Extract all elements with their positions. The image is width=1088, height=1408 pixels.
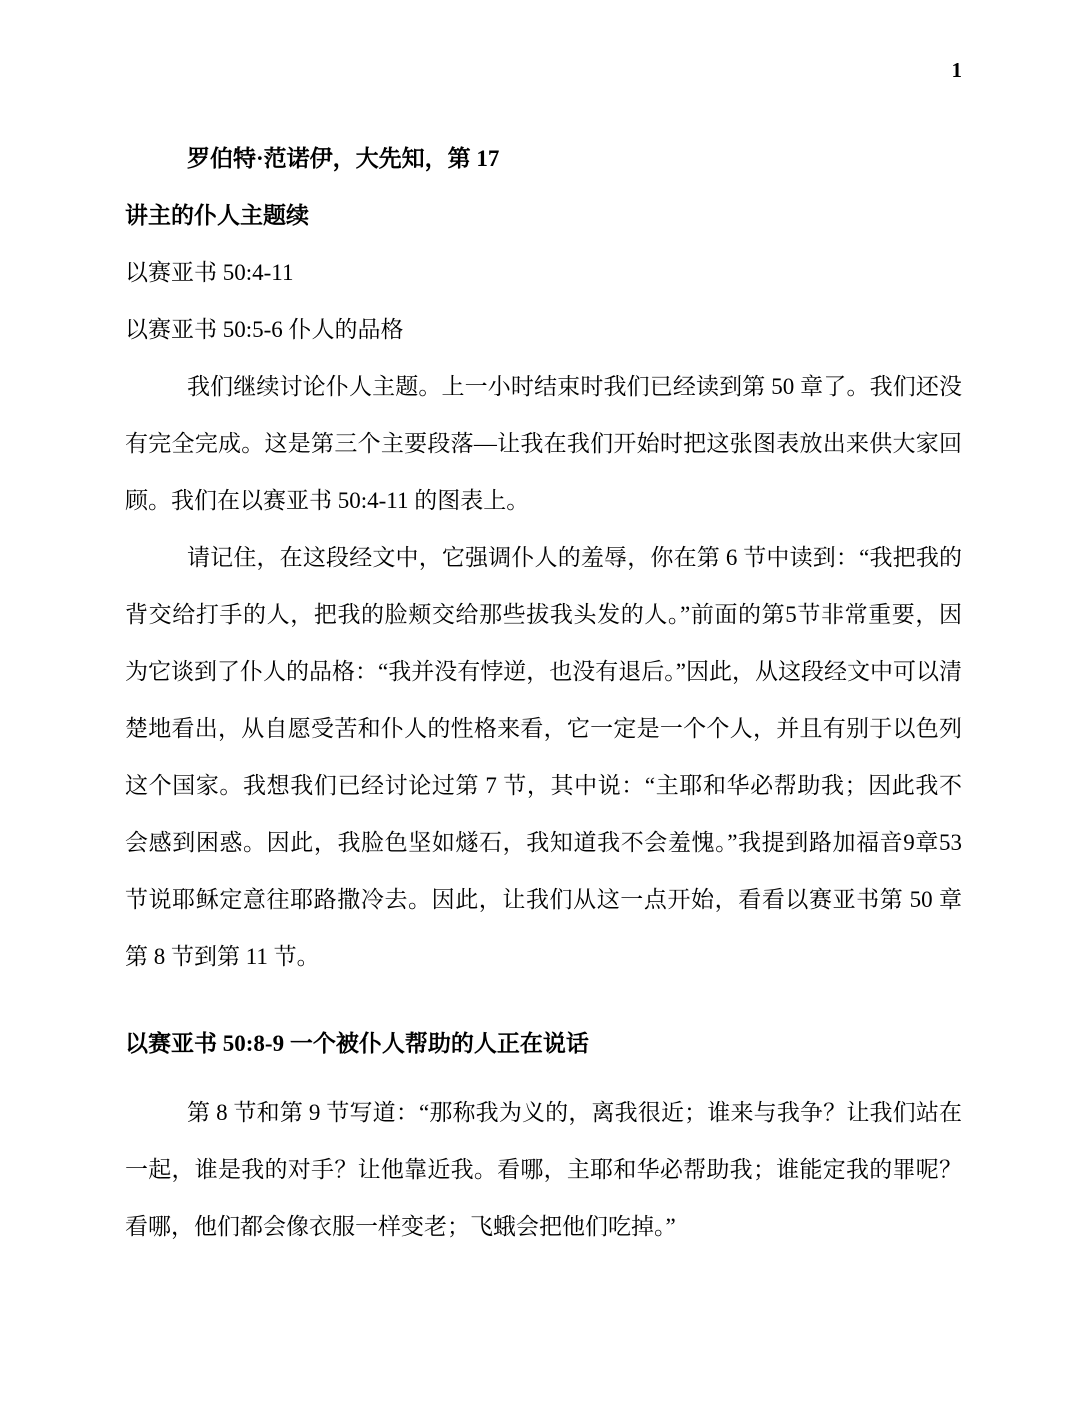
section-heading-2: 以赛亚书 50:8-9 一个被仆人帮助的人正在说话 (125, 1031, 589, 1056)
paragraph-1: 我们继续讨论仆人主题。上一小时结束时我们已经读到第 50 章了。我们还没有完全完成。这是第三个主要段落—让我在我们开始时把这张图表放出来供大家回顾。我们在以赛亚书 50:4-11 的图表上。 (125, 374, 962, 513)
document-subtitle: 讲主的仆人主题续 (125, 203, 309, 228)
section-heading-1: 以赛亚书 50:5-6 仆人的品格 (125, 317, 404, 342)
document-title: 罗伯特·范诺伊，大先知，第 17 (187, 146, 500, 171)
scripture-reference: 以赛亚书 50:4-11 (125, 260, 294, 285)
page-number: 1 (951, 58, 962, 82)
paragraph-3: 第 8 节和第 9 节写道：“那称我为义的，离我很近；谁来与我争？让我们站在一起，谁是我的对手？让他靠近我。看哪，主耶和华必帮助我；谁能定我的罪呢？看哪，他们都会像衣服一样变老；飞蛾会把他们吃掉。” (125, 1100, 962, 1239)
paragraph-2: 请记住，在这段经文中，它强调仆人的羞辱，你在第 6 节中读到：“我把我的背交给打手的人，把我的脸颊交给那些拔我头发的人。”前面的第5节非常重要，因为它谈到了仆人的品格：“我并没有悖逆，也没有退后。”因此，从这段经文中可以清楚地看出，从自愿受苦和仆人的性格来看，它一定是一个个人，并且有别于以色列这个国家。我想我们已经讨论过第 7 节，其中说：“主耶和华必帮助我；因此我不会感到困惑。因此，我脸色坚如燧石，我知道我不会羞愧。”我提到路加福音9章53节说耶稣定意往耶路撒冷去。因此，让我们从这一点开始，看看以赛亚书第 50 章第 8 节到第 11 节。 (125, 545, 962, 969)
